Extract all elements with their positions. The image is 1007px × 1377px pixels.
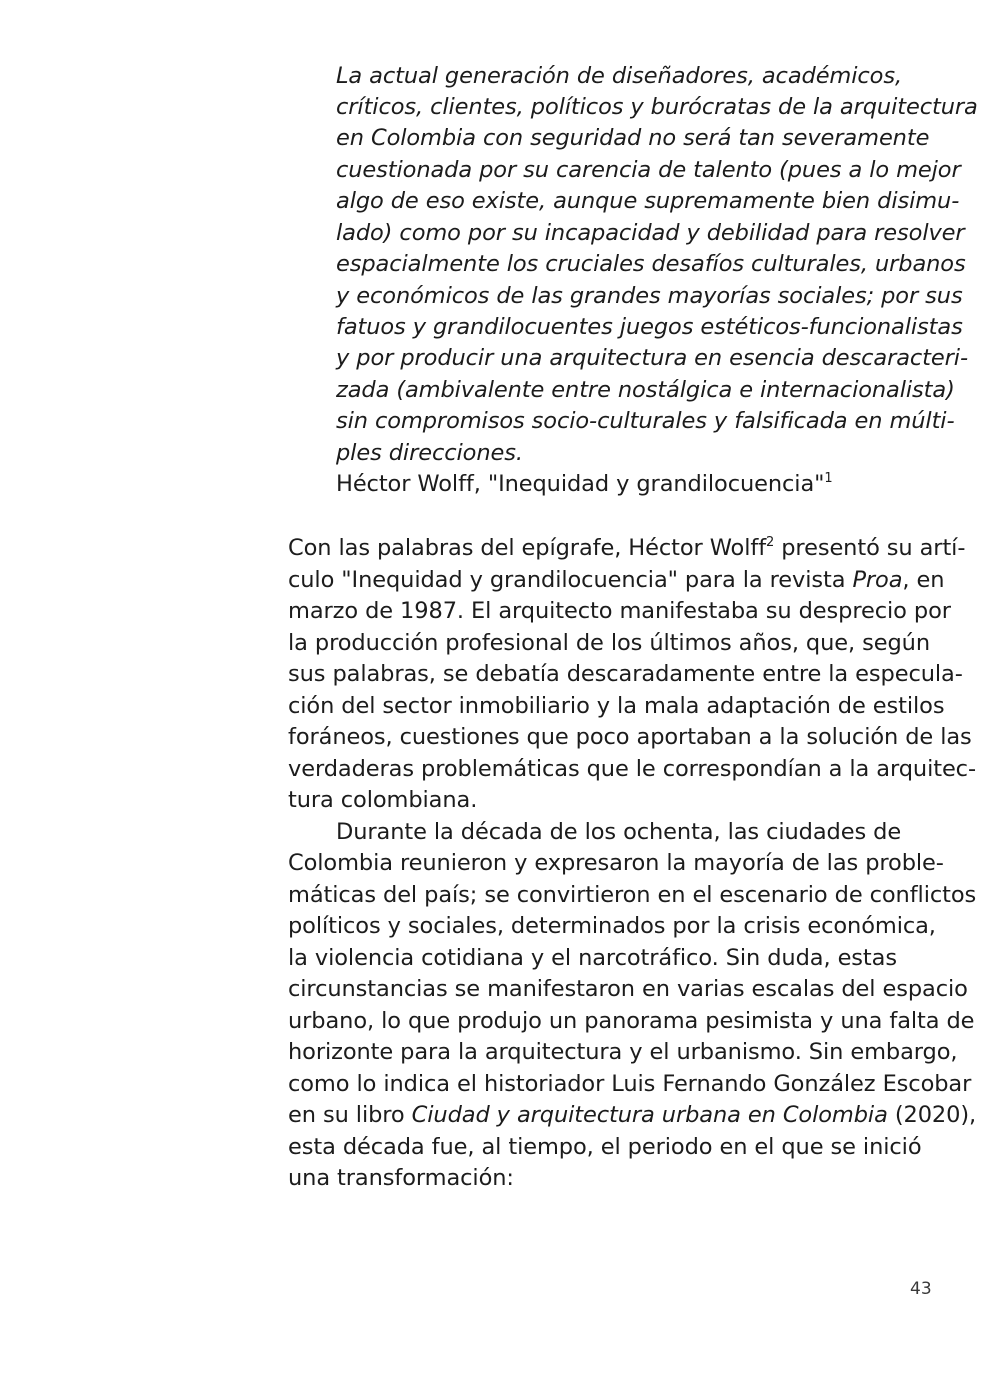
paragraph-line: horizonte para la arquitectura y el urbanismo. Sin embargo, xyxy=(288,1039,958,1065)
paragraph-line: circunstancias se manifestaron en varias escalas del espacio xyxy=(288,976,968,1002)
paragraph-line: como lo indica el historiador Luis Fernando González Escobar xyxy=(288,1071,972,1097)
book-title: Ciudad y arquitectura urbana en Colombia xyxy=(411,1102,888,1128)
text-run: culo "Inequidad y grandilocuencia" para la revista xyxy=(288,567,853,593)
paragraph-line: urbano, lo que produjo un panorama pesimista y una falta de xyxy=(288,1008,975,1034)
epigraph-line: críticos, clientes, políticos y burócratas de la arquitectura xyxy=(336,94,978,120)
text-run: Con las palabras del epígrafe, Héctor Wolff xyxy=(288,535,767,561)
paragraph-line: la violencia cotidiana y el narcotráfico. Sin duda, estas xyxy=(288,945,897,971)
journal-title: Proa xyxy=(852,567,903,593)
epigraph-line: sin compromisos socio-culturales y falsificada en múlti- xyxy=(336,408,955,434)
epigraph-line: y por producir una arquitectura en esencia descaracteri- xyxy=(336,345,968,371)
epigraph-line: cuestionada por su carencia de talento (pues a lo mejor xyxy=(336,157,961,183)
paragraph-line: ción del sector inmobiliario y la mala adaptación de estilos xyxy=(288,693,945,719)
epigraph-line: ples direcciones. xyxy=(336,440,523,466)
paragraph-line: marzo de 1987. El arquitecto manifestaba su desprecio por xyxy=(288,598,951,624)
epigraph-line: en Colombia con seguridad no será tan severamente xyxy=(336,125,930,151)
paragraph-line: foráneos, cuestiones que poco aportaban a la solución de las xyxy=(288,724,972,750)
epigraph-line: lado) como por su incapacidad y debilidad para resolver xyxy=(336,220,965,246)
paragraph-line: una transformación: xyxy=(288,1165,514,1191)
text-run: presentó su artí- xyxy=(774,535,966,561)
attribution-text: Héctor Wolff, "Inequidad y grandilocuencia" xyxy=(336,471,825,497)
paragraph-line: Durante la década de los ochenta, las ciudades de xyxy=(336,819,902,845)
epigraph-line: fatuos y grandilocuentes juegos estéticos-funcionalistas xyxy=(336,314,963,340)
paragraph-line xyxy=(288,533,965,564)
paragraph-line: Colombia reunieron y expresaron la mayoría de las proble- xyxy=(288,850,944,876)
paragraph-line: la producción profesional de los últimos años, que, según xyxy=(288,630,930,656)
text-run: , en xyxy=(902,567,945,593)
paragraph-line: máticas del país; se convirtieron en el escenario de conflictos xyxy=(288,882,977,908)
epigraph-line: zada (ambivalente entre nostálgica e internacionalista) xyxy=(336,377,955,403)
epigraph-line: espacialmente los cruciales desafíos culturales, urbanos xyxy=(336,251,966,277)
paragraph-line: tura colombiana. xyxy=(288,787,478,813)
paragraph-line: políticos y sociales, determinados por la crisis económica, xyxy=(288,913,936,939)
epigraph-line: La actual generación de diseñadores, académicos, xyxy=(336,63,903,89)
paragraph-line xyxy=(288,1100,976,1131)
paragraph-line: verdaderas problemáticas que le correspondían a la arquitec- xyxy=(288,756,976,782)
text-run: (2020), xyxy=(887,1102,977,1128)
epigraph-line: algo de eso existe, aunque supremamente bien disimu- xyxy=(336,188,960,214)
epigraph-attribution xyxy=(336,469,833,500)
paragraph-line xyxy=(288,565,944,596)
footnote-marker: 2 xyxy=(766,535,775,550)
text-run: en su libro xyxy=(288,1102,412,1128)
paragraph-line: sus palabras, se debatía descaradamente entre la especula- xyxy=(288,661,963,687)
epigraph-line: y económicos de las grandes mayorías sociales; por sus xyxy=(336,283,963,309)
paragraph-line: esta década fue, al tiempo, el periodo en el que se inició xyxy=(288,1134,922,1160)
footnote-marker: 1 xyxy=(824,471,833,486)
page-number: 43 xyxy=(910,1279,932,1299)
